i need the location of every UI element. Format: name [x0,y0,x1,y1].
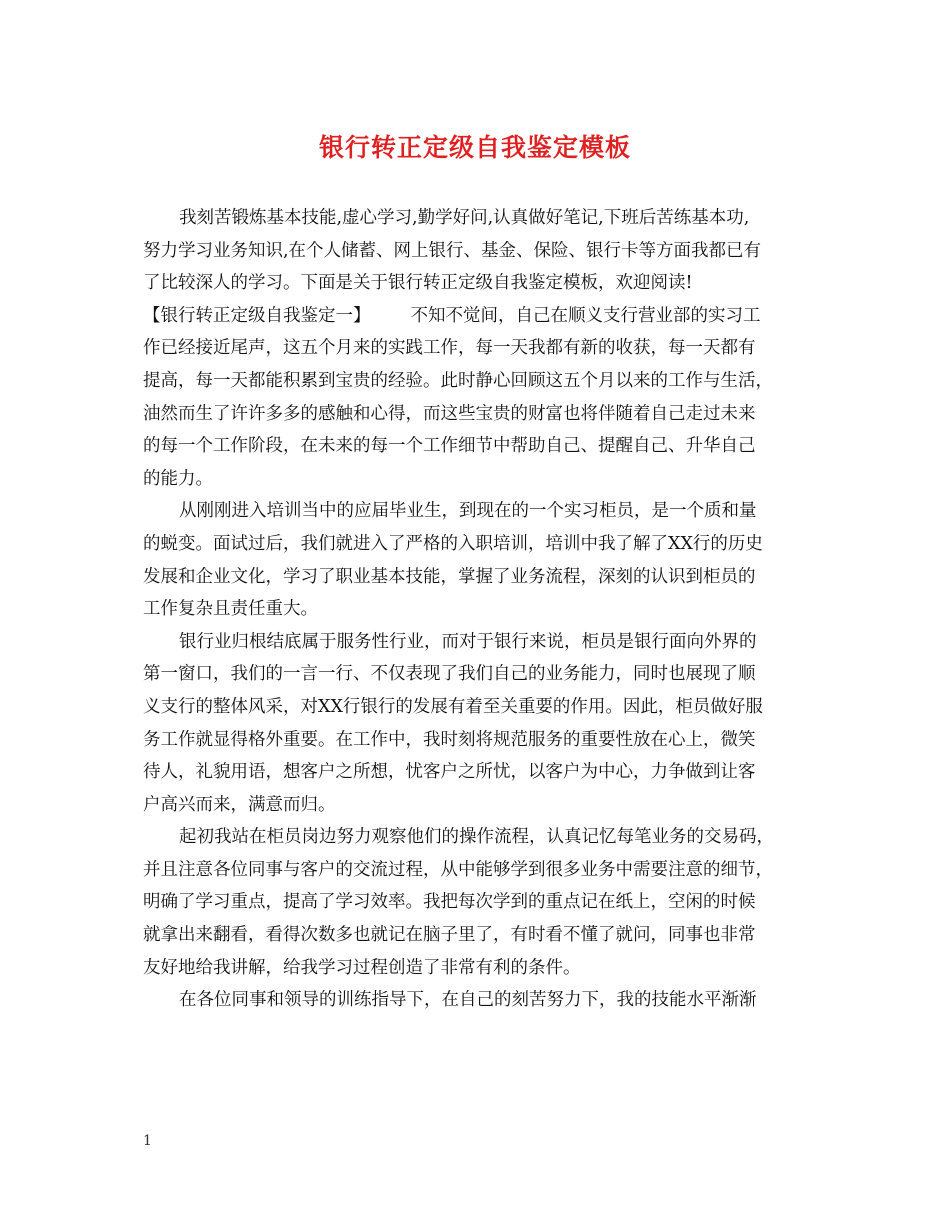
section-heading-line [143,300,823,333]
text-line: 起初我站在柜员岗边努力观察他们的操作流程，认真记忆每笔业务的交易码， [179,827,774,848]
text-line: 友好地给我讲解，给我学习过程创造了非常有利的条件。 [143,957,581,978]
text-line: 的蜕变。面试过后，我们就进入了严格的入职培训，培训中我了解了XX行的历史 [143,533,763,554]
text-line: 银行业归根结底属于服务性行业，而对于银行来说，柜员是银行面向外界的 [179,631,757,652]
text-line: 在各位同事和领导的训练指导下，在自己的刻苦努力下，我的技能水平渐渐 [179,990,757,1011]
text-line: 从刚刚进入培训当中的应届毕业生，到现在的一个实习柜员，是一个质和量 [179,501,757,522]
text-line: 发展和企业文化，学习了职业基本技能，掌握了业务流程，深刻的认识到柜员的 [143,566,756,587]
page-number: 1 [143,1133,152,1149]
document-title: 银行转正定级自我鉴定模板 [318,133,631,162]
text-line: 义支行的整体风采，对XX行银行的发展有着至关重要的作用。因此，柜员做好服 [143,696,763,717]
text-line: 提高，每一天都能积累到宝贵的经验。此时静心回顾这五个月以来的工作与生活， [143,370,773,391]
text-line: 待人，礼貌用语，想客户之所想，忧客户之所忧，以客户为中心，力争做到让客 [143,762,756,783]
document-body [143,202,823,1017]
text-line: 作已经接近尾声，这五个月来的实践工作，每一天我都有新的收获，每一天都有 [143,338,756,359]
text-line: 了比较深人的学习。下面是关于银行转正定级自我鉴定模板，欢迎阅读! [143,273,693,294]
text-line: 油然而生了许许多多的感触和心得，而这些宝贵的财富也将伴随着自己走过未来 [143,403,756,424]
text-line: 务工作就显得格外重要。在工作中，我时刻将规范服务的重要性放在心上，微笑 [143,729,756,750]
text-line: 不知不觉间，自己在顺义支行营业部的实习工 [410,305,761,326]
text-line: 工作复杂且责任重大。 [143,599,318,620]
section-heading: 【银行转正定级自我鉴定一】 [143,305,371,326]
text-line: 户高兴而来，满意而归。 [143,794,336,815]
text-line: 第一窗口，我们的一言一行、不仅表现了我们自己的业务能力，同时也展现了顺 [143,664,756,685]
text-line: 并且注意各位同事与客户的交流过程，从中能够学到很多业务中需要注意的细节， [143,859,773,880]
text-line: 的能力。 [143,468,213,489]
text-line: 就拿出来翻看，看得次数多也就记在脑子里了，有时看不懂了就问，同事也非常 [143,925,756,946]
text-line: 的每一个工作阶段，在未来的每一个工作细节中帮助自己、提醒自己、升华自己 [143,436,756,457]
text-line: 我刻苦锻炼基本技能,虚心学习,勤学好问,认真做好笔记,下班后苦练基本功, [179,208,750,228]
text-line: 明确了学习重点，提高了学习效率。我把每次学到的重点记在纸上，空闲的时候 [143,892,756,913]
text-line: 努力学习业务知识,在个人储蓄、网上银行、基金、保险、银行卡等方面我都已有 [143,240,762,261]
